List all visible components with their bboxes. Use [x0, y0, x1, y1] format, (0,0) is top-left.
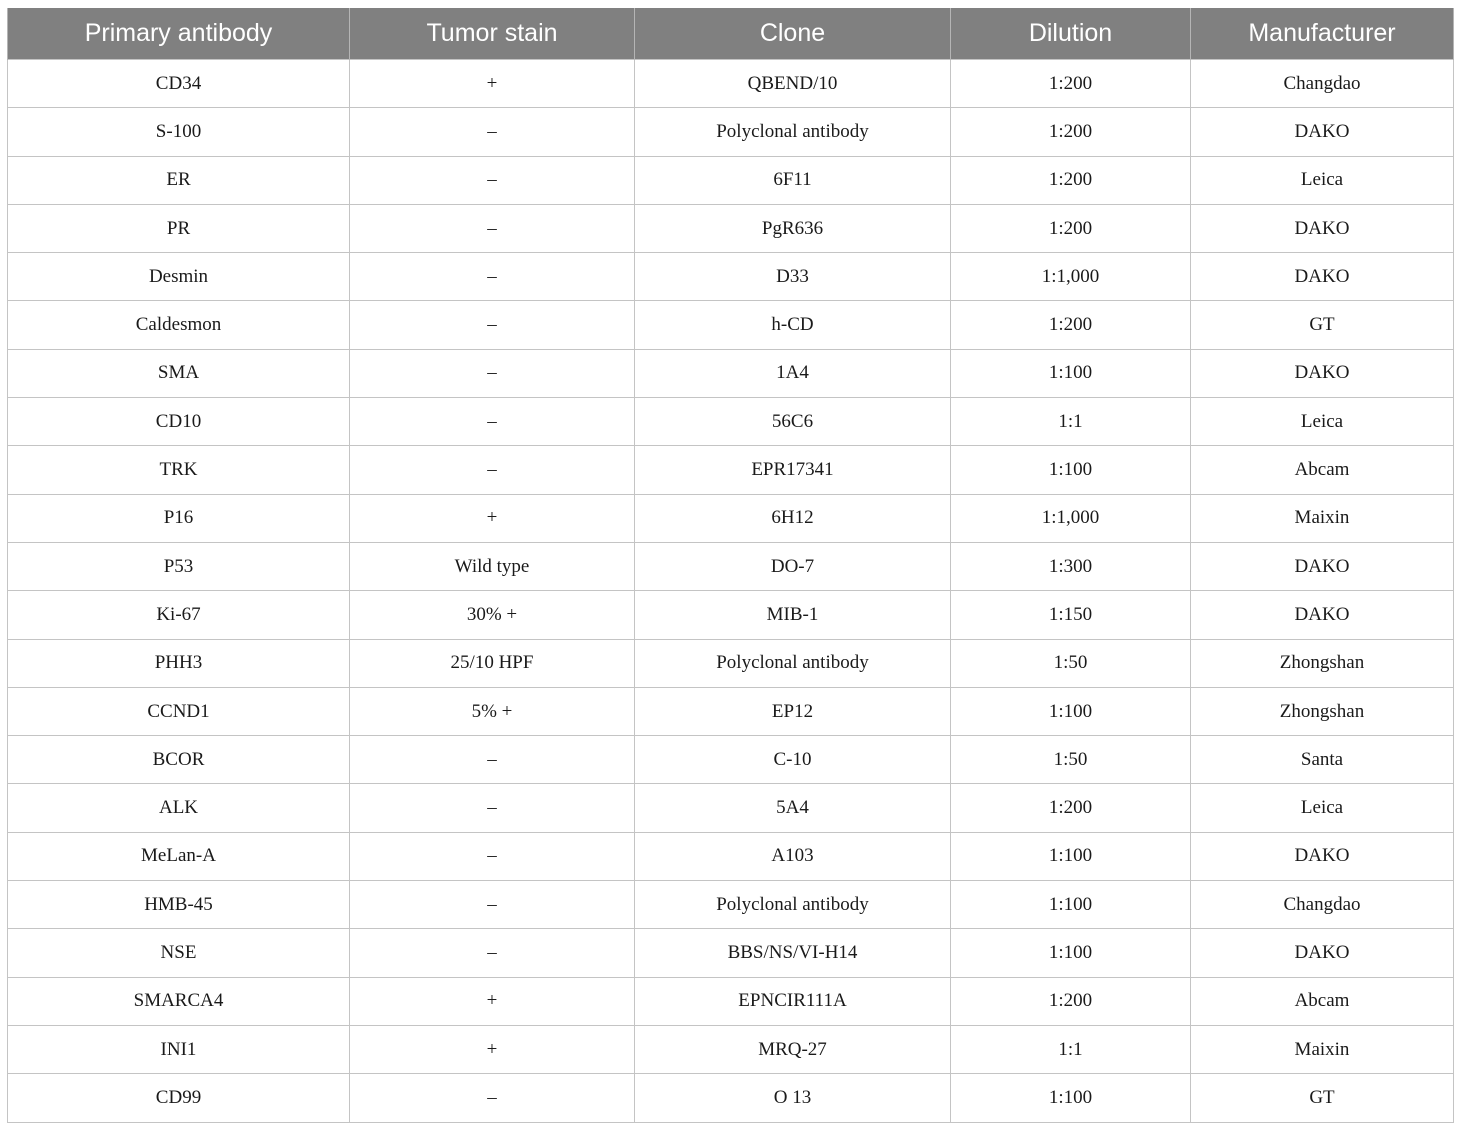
cell-tumor-stain: –	[350, 253, 635, 301]
cell-tumor-stain: –	[350, 736, 635, 784]
cell-manufacturer: Leica	[1191, 156, 1454, 204]
cell-dilution: 1:100	[951, 446, 1191, 494]
table-header	[8, 8, 1454, 60]
cell-primary-antibody: CD10	[8, 398, 350, 446]
cell-tumor-stain: –	[350, 349, 635, 397]
cell-tumor-stain: –	[350, 446, 635, 494]
cell-dilution: 1:300	[951, 542, 1191, 590]
table-body	[8, 60, 1454, 1123]
cell-tumor-stain: 30% +	[350, 591, 635, 639]
table-row	[8, 832, 1454, 880]
cell-primary-antibody: HMB-45	[8, 881, 350, 929]
cell-manufacturer: Zhongshan	[1191, 639, 1454, 687]
cell-dilution: 1:200	[951, 156, 1191, 204]
table-row	[8, 60, 1454, 108]
cell-clone: C-10	[635, 736, 951, 784]
cell-tumor-stain: 5% +	[350, 687, 635, 735]
cell-tumor-stain: 25/10 HPF	[350, 639, 635, 687]
cell-manufacturer: DAKO	[1191, 204, 1454, 252]
cell-primary-antibody: Desmin	[8, 253, 350, 301]
table-row	[8, 639, 1454, 687]
cell-tumor-stain: –	[350, 108, 635, 156]
cell-clone: 56C6	[635, 398, 951, 446]
header-primary-antibody: Primary antibody	[8, 8, 350, 60]
cell-primary-antibody: Caldesmon	[8, 301, 350, 349]
cell-clone: 1A4	[635, 349, 951, 397]
cell-dilution: 1:1,000	[951, 494, 1191, 542]
cell-primary-antibody: TRK	[8, 446, 350, 494]
cell-tumor-stain: –	[350, 784, 635, 832]
cell-primary-antibody: PR	[8, 204, 350, 252]
table-row	[8, 591, 1454, 639]
cell-dilution: 1:200	[951, 60, 1191, 108]
cell-tumor-stain: –	[350, 204, 635, 252]
cell-clone: O 13	[635, 1074, 951, 1122]
cell-clone: QBEND/10	[635, 60, 951, 108]
cell-primary-antibody: CD34	[8, 60, 350, 108]
cell-tumor-stain: +	[350, 977, 635, 1025]
cell-primary-antibody: S-100	[8, 108, 350, 156]
header-manufacturer: Manufacturer	[1191, 8, 1454, 60]
table-row	[8, 398, 1454, 446]
table-row	[8, 204, 1454, 252]
table-row	[8, 736, 1454, 784]
cell-manufacturer: Maixin	[1191, 1025, 1454, 1073]
table-row	[8, 253, 1454, 301]
cell-dilution: 1:200	[951, 301, 1191, 349]
cell-primary-antibody: SMARCA4	[8, 977, 350, 1025]
cell-primary-antibody: ALK	[8, 784, 350, 832]
table-row	[8, 446, 1454, 494]
cell-manufacturer: DAKO	[1191, 349, 1454, 397]
cell-manufacturer: DAKO	[1191, 832, 1454, 880]
cell-tumor-stain: Wild type	[350, 542, 635, 590]
cell-clone: 6H12	[635, 494, 951, 542]
table-row	[8, 542, 1454, 590]
cell-tumor-stain: –	[350, 156, 635, 204]
cell-manufacturer: DAKO	[1191, 108, 1454, 156]
cell-clone: MIB-1	[635, 591, 951, 639]
cell-tumor-stain: –	[350, 398, 635, 446]
cell-dilution: 1:50	[951, 639, 1191, 687]
cell-tumor-stain: +	[350, 1025, 635, 1073]
cell-dilution: 1:50	[951, 736, 1191, 784]
table-row	[8, 687, 1454, 735]
cell-dilution: 1:200	[951, 204, 1191, 252]
cell-dilution: 1:100	[951, 349, 1191, 397]
cell-primary-antibody: CCND1	[8, 687, 350, 735]
cell-primary-antibody: MeLan-A	[8, 832, 350, 880]
cell-primary-antibody: SMA	[8, 349, 350, 397]
cell-primary-antibody: P53	[8, 542, 350, 590]
cell-tumor-stain: +	[350, 494, 635, 542]
cell-clone: EPR17341	[635, 446, 951, 494]
cell-tumor-stain: –	[350, 929, 635, 977]
cell-primary-antibody: ER	[8, 156, 350, 204]
cell-manufacturer: Maixin	[1191, 494, 1454, 542]
cell-dilution: 1:100	[951, 881, 1191, 929]
cell-primary-antibody: P16	[8, 494, 350, 542]
cell-clone: EPNCIR111A	[635, 977, 951, 1025]
cell-tumor-stain: –	[350, 881, 635, 929]
cell-clone: 5A4	[635, 784, 951, 832]
cell-dilution: 1:200	[951, 784, 1191, 832]
cell-manufacturer: Zhongshan	[1191, 687, 1454, 735]
table-row	[8, 156, 1454, 204]
cell-clone: 6F11	[635, 156, 951, 204]
cell-primary-antibody: CD99	[8, 1074, 350, 1122]
cell-tumor-stain: +	[350, 60, 635, 108]
cell-manufacturer: GT	[1191, 1074, 1454, 1122]
cell-dilution: 1:100	[951, 929, 1191, 977]
table-row	[8, 929, 1454, 977]
cell-manufacturer: Santa	[1191, 736, 1454, 784]
cell-manufacturer: Abcam	[1191, 446, 1454, 494]
cell-clone: A103	[635, 832, 951, 880]
header-tumor-stain: Tumor stain	[350, 8, 635, 60]
cell-dilution: 1:200	[951, 977, 1191, 1025]
cell-dilution: 1:100	[951, 687, 1191, 735]
antibody-table-container	[7, 8, 1453, 1123]
cell-dilution: 1:150	[951, 591, 1191, 639]
cell-clone: DO-7	[635, 542, 951, 590]
cell-clone: PgR636	[635, 204, 951, 252]
cell-primary-antibody: INI1	[8, 1025, 350, 1073]
table-row	[8, 784, 1454, 832]
cell-clone: D33	[635, 253, 951, 301]
cell-clone: Polyclonal antibody	[635, 108, 951, 156]
cell-clone: Polyclonal antibody	[635, 881, 951, 929]
cell-clone: EP12	[635, 687, 951, 735]
cell-tumor-stain: –	[350, 1074, 635, 1122]
cell-dilution: 1:1	[951, 1025, 1191, 1073]
cell-manufacturer: Abcam	[1191, 977, 1454, 1025]
cell-dilution: 1:100	[951, 832, 1191, 880]
table-row	[8, 1025, 1454, 1073]
cell-clone: BBS/NS/VI-H14	[635, 929, 951, 977]
table-row	[8, 881, 1454, 929]
cell-primary-antibody: Ki-67	[8, 591, 350, 639]
cell-tumor-stain: –	[350, 832, 635, 880]
cell-primary-antibody: PHH3	[8, 639, 350, 687]
table-row	[8, 108, 1454, 156]
table-row	[8, 1074, 1454, 1122]
cell-clone: Polyclonal antibody	[635, 639, 951, 687]
cell-clone: h-CD	[635, 301, 951, 349]
header-dilution: Dilution	[951, 8, 1191, 60]
cell-manufacturer: Changdao	[1191, 60, 1454, 108]
table-row	[8, 301, 1454, 349]
cell-manufacturer: GT	[1191, 301, 1454, 349]
cell-dilution: 1:200	[951, 108, 1191, 156]
cell-manufacturer: Changdao	[1191, 881, 1454, 929]
cell-manufacturer: DAKO	[1191, 591, 1454, 639]
cell-clone: MRQ-27	[635, 1025, 951, 1073]
cell-manufacturer: DAKO	[1191, 253, 1454, 301]
cell-tumor-stain: –	[350, 301, 635, 349]
table-row	[8, 494, 1454, 542]
antibody-table	[7, 8, 1454, 1123]
table-row	[8, 349, 1454, 397]
cell-dilution: 1:1,000	[951, 253, 1191, 301]
cell-manufacturer: Leica	[1191, 784, 1454, 832]
cell-manufacturer: DAKO	[1191, 542, 1454, 590]
cell-manufacturer: DAKO	[1191, 929, 1454, 977]
table-row	[8, 977, 1454, 1025]
cell-primary-antibody: BCOR	[8, 736, 350, 784]
cell-dilution: 1:1	[951, 398, 1191, 446]
cell-dilution: 1:100	[951, 1074, 1191, 1122]
header-row	[8, 8, 1454, 60]
header-clone: Clone	[635, 8, 951, 60]
cell-primary-antibody: NSE	[8, 929, 350, 977]
cell-manufacturer: Leica	[1191, 398, 1454, 446]
